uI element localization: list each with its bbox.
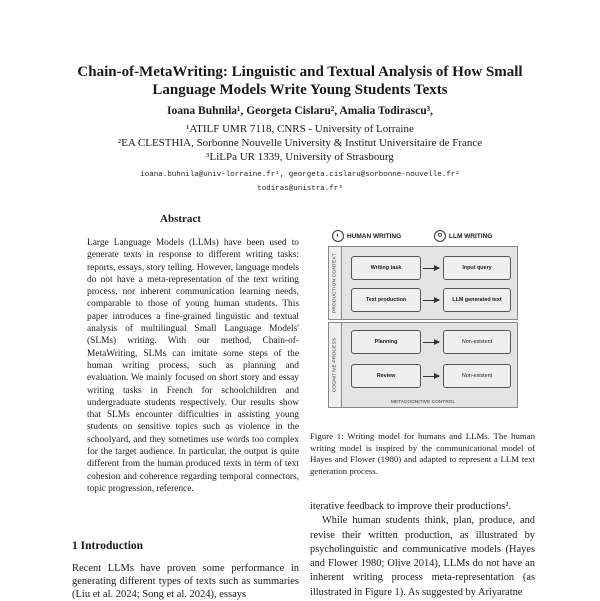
author-emails-1: ioana.buhnila@univ-lorraine.fr¹, georgeta.cislaru@sorbonne-nouvelle.fr²: [140, 171, 460, 179]
non-existent-box-1: Non-existent: [443, 330, 511, 354]
cognitive-process-region: [328, 322, 518, 408]
arrow-right-icon: [423, 268, 439, 269]
review-box: Review: [351, 364, 421, 388]
llm-writing-header: [434, 230, 492, 242]
planning-box: Planning: [351, 330, 421, 354]
human-writing-label: HUMAN WRITING: [347, 232, 402, 240]
introduction-text: Recent LLMs have proven some performance in generating different types of texts such as summaries (Liu et al. 2024; Song et al. 2024), essays: [72, 563, 299, 600]
affiliation-3: ³LiLPa UR 1339, University of Strasbourg: [206, 151, 394, 163]
writing-task-box: Writing task: [351, 256, 421, 280]
text-production-box: Text production: [351, 288, 421, 312]
affiliation-2: ²EA CLESTHIA, Sorbonne Nouvelle University & Institut Universitaire de France: [117, 137, 483, 149]
production-context-label: PRODUCTION CONTEXT: [329, 247, 342, 319]
figure-caption: Figure 1: Writing model for humans and LLMs. The human writing model is inspired by the communicational model of Hayes and Flower (1980) and adapted to represent a LLM text generation process.: [310, 431, 535, 476]
right-paragraph-2: While human students think, plan, produce, and revise their written production, as illustrated by psycholinguistic and communicative models (Hayes and Flower 1980; Olive 2014), LLMs do not have an inherent writing process meta-representation (as illustrated in Figure 1). As suggested by Ariyaratne: [310, 515, 535, 598]
abstract-text: Large Language Models (LLMs) have been used to generate texts in response to different writing tasks: reports, essays, story telling. However, language models do not have a meta-representation of the text writing process, nor inherent communication learning needs, comparable to those of young human students. This paper introduces a fine-grained linguistic and textual analysis of multilingual Small Language Models' (SLMs) writing. With our method, Chain-of-MetaWriting, SLMs can imitate some steps of the human writing process, such as planning and evaluation. We mainly focused on short story and essay writing tasks in French for schoolchildren and undergraduate students respectively. Our results show that SLMs encounter difficulties in assisting young students on sensitive topics such as violence in the schoolyard, and they sometimes use words too complex for the target audience. In particular, the output is quite different from the human produced texts in term of text cohesion and coherence regarding temporal connectors, topic progression, reference.: [87, 238, 299, 494]
ai-chip-icon: ⚙: [434, 230, 446, 242]
production-context-region: [328, 246, 518, 320]
llm-writing-label: LLM WRITING: [449, 232, 493, 240]
affiliation-1: ¹ATILF UMR 7118, CNRS - University of Lorraine: [186, 123, 414, 135]
cognitive-process-label: COGNITIVE PROCESS: [329, 323, 342, 407]
arrow-right-icon: [423, 300, 439, 301]
metacognitive-control-label: METACOGNITIVE CONTROL: [390, 400, 456, 405]
title-line-1: Chain-of-MetaWriting: Linguistic and Textual Analysis of How Small: [77, 64, 523, 80]
human-writing-header: [332, 230, 401, 242]
section-heading-introduction: 1 Introduction: [72, 540, 144, 552]
right-paragraph-1: iterative feedback to improve their productions².: [310, 501, 512, 512]
arrow-right-icon: [423, 342, 439, 343]
paper-title: [40, 63, 560, 99]
title-line-2: Language Models Write Young Students Texts: [152, 82, 448, 98]
arrow-right-icon: [423, 376, 439, 377]
author-list: Ioana Buhnila¹, Georgeta Cislaru², Amalia Todirascu³,: [167, 105, 433, 117]
figure-writing-model: [324, 226, 520, 408]
brain-icon: ◐: [332, 230, 344, 242]
abstract-heading: Abstract: [160, 213, 201, 225]
non-existent-box-2: Non-existent: [443, 364, 511, 388]
author-emails-2: todiras@unistra.fr³: [257, 185, 343, 193]
llm-generated-text-box: LLM generated text: [443, 288, 511, 312]
right-column-text: [310, 500, 535, 600]
input-query-box: Input query: [443, 256, 511, 280]
